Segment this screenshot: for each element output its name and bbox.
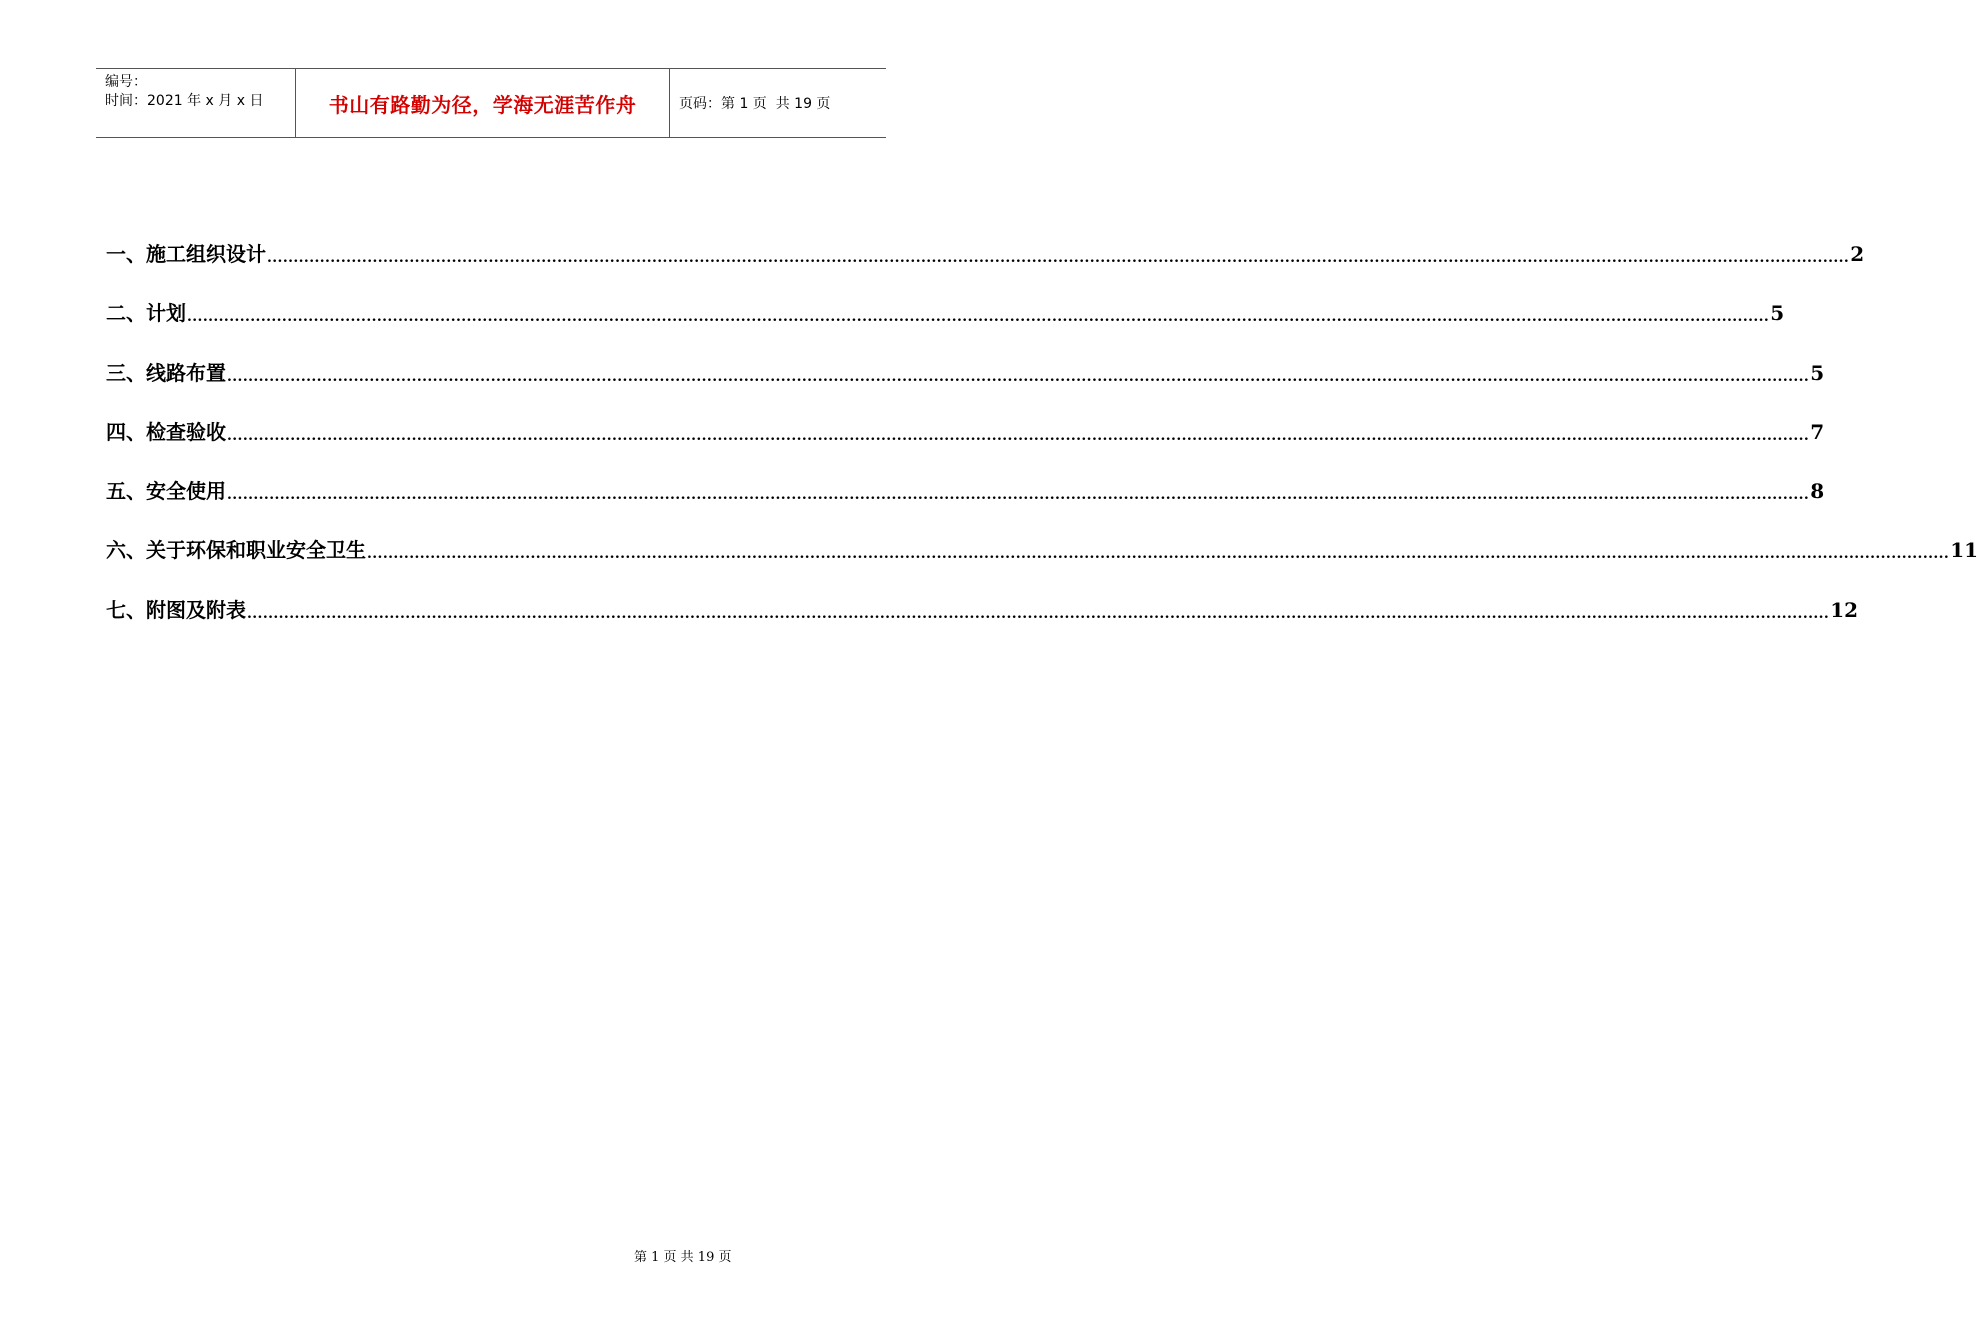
- toc-leader-dots: ............................................................................................................................................................................................................................................................................................................: [227, 427, 1810, 444]
- toc-leader-dots: ............................................................................................................................................................................................................................................................................................................: [267, 250, 1850, 266]
- page-header: [96, 68, 886, 138]
- toc-item-page: 5: [1810, 360, 1825, 385]
- page-footer: 第 1 页 共 19 页: [634, 1250, 732, 1265]
- toc-leader-dots: ............................................................................................................................................................................................................................................................................................................: [227, 368, 1810, 385]
- toc-item[interactable]: [106, 297, 1785, 329]
- header-number-label: 编号：: [105, 74, 147, 90]
- toc-item-page: 7: [1810, 419, 1825, 444]
- toc-item[interactable]: [106, 534, 1978, 566]
- toc-item-label: 七、附图及附表: [106, 597, 246, 622]
- toc-item[interactable]: [106, 357, 1825, 389]
- toc-item-label: 一、施工组织设计: [106, 242, 266, 266]
- toc-leader-dots: ............................................................................................................................................................................................................................................................................................................: [187, 309, 1770, 326]
- toc-item-page: 8: [1810, 479, 1825, 504]
- toc-item-label: 四、检查验收: [106, 419, 226, 444]
- toc-leader-dots: ............................................................................................................................................................................................................................................................................................................: [367, 546, 1950, 563]
- toc-item-label: 六、关于环保和职业安全卫生: [106, 538, 366, 563]
- header-page-info-text: 页码：第 1 页 共 19 页: [679, 96, 831, 112]
- toc-item[interactable]: [106, 416, 1825, 448]
- toc-item-label: 五、安全使用: [106, 479, 226, 504]
- toc-item-label: 二、计划: [106, 301, 186, 326]
- header-motto: 书山有路勤为径，学海无涯苦作舟: [296, 69, 670, 137]
- toc-leader-dots: ............................................................................................................................................................................................................................................................................................................: [247, 605, 1830, 622]
- header-page-info: [670, 69, 886, 137]
- toc-item[interactable]: [106, 594, 1859, 626]
- header-time-label: 时间：2021 年 x 月 x 日: [105, 93, 264, 109]
- toc-item-page: 5: [1770, 301, 1785, 326]
- toc-item-label: 三、线路布置: [106, 360, 226, 385]
- toc-item-page: 2: [1850, 242, 1865, 266]
- table-of-contents: [106, 238, 1978, 653]
- toc-item-page: 11: [1950, 538, 1978, 563]
- toc-leader-dots: ............................................................................................................................................................................................................................................................................................................: [227, 487, 1810, 504]
- toc-item[interactable]: [106, 238, 1865, 270]
- header-meta: [96, 69, 296, 137]
- toc-item[interactable]: [106, 475, 1825, 507]
- toc-item-page: 12: [1830, 597, 1859, 622]
